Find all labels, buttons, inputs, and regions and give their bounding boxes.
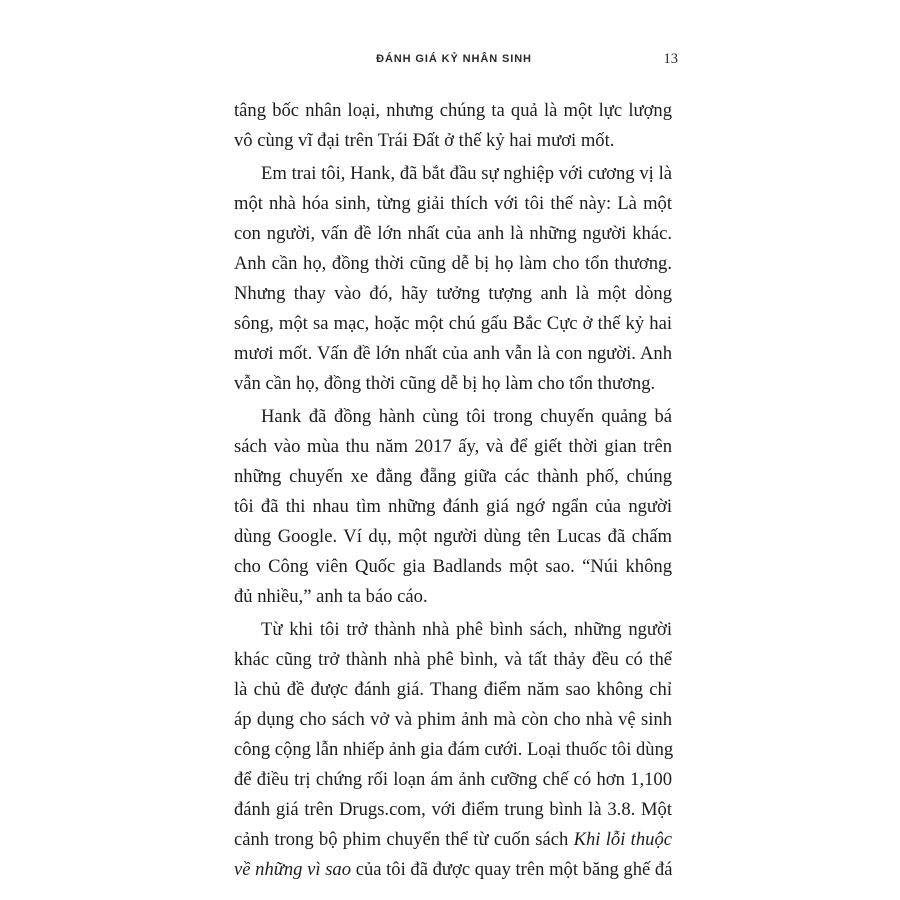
text-segment: của tôi đã được quay trên một băng ghế đá (355, 859, 673, 880)
text-line: Hank đã đồng hành cùng tôi trong chuyến quảng bá (261, 406, 672, 427)
text-line: tâng bốc nhân loại, nhưng chúng ta quả là một lực lượng (234, 100, 672, 121)
text-line: tôi đã thi nhau tìm những đánh giá ngớ ngẩn của người (234, 496, 672, 517)
text-line: cho Công viên Quốc gia Badlands một sao. “Núi không (234, 556, 672, 577)
text-line: công cộng lẫn nhiếp ảnh gia đám cưới. Loại thuốc tôi dùng (234, 739, 674, 760)
page-number: 13 (663, 51, 678, 67)
text-line: những chuyến xe đằng đẵng giữa các thành phố, chúng (234, 466, 672, 487)
text-line: mươi mốt. Vấn đề lớn nhất của anh vẫn là con người. Anh (234, 343, 672, 364)
text-line: áp dụng cho sách vở và phim ảnh mà còn cho nhà vệ sinh (234, 709, 672, 730)
text-line: sách vào mùa thu năm 2017 ấy, và để giết thời gian trên (234, 436, 672, 457)
text-line: vô cùng vĩ đại trên Trái Đất ở thế kỷ hai mươi mốt. (234, 130, 615, 151)
text-line-with-italic (234, 825, 672, 855)
text-line: một nhà hóa sinh, từng giải thích với tôi thế này: Là một (234, 193, 672, 214)
text-line: khác cũng trở thành nhà phê bình, và tất thảy đều có thể (234, 649, 672, 670)
text-line: Em trai tôi, Hank, đã bắt đầu sự nghiệp với cương vị là (261, 163, 672, 184)
running-header (234, 49, 678, 69)
text-line: vẫn cần họ, đồng thời cũng dễ bị họ làm cho tổn thương. (234, 373, 656, 394)
book-title-italic: Khi lỗi thuộc (573, 829, 672, 850)
text-line: để điều trị chứng rối loạn ám ảnh cưỡng chế có hơn 1,100 (234, 769, 672, 790)
text-line: Nhưng thay vào đó, hãy tưởng tượng anh là một dòng (234, 283, 672, 304)
text-segment: cảnh trong bộ phim chuyển thể từ cuốn sách (234, 829, 569, 850)
text-line-with-italic (234, 855, 672, 885)
text-line: đánh giá trên Drugs.com, với điểm trung bình là 3.8. Một (234, 799, 672, 820)
text-line: là chủ đề được đánh giá. Thang điểm năm sao không chỉ (234, 679, 672, 700)
text-line: Anh cần họ, đồng thời cũng dễ bị họ làm cho tổn thương. (234, 253, 672, 274)
text-line: Từ khi tôi trở thành nhà phê bình sách, những người (261, 619, 672, 640)
book-title-italic: về những vì sao (234, 859, 352, 880)
body-text (234, 96, 672, 885)
text-line: đủ nhiều,” anh ta báo cáo. (234, 586, 428, 607)
text-line: sông, một sa mạc, hoặc một chú gấu Bắc Cực ở thế kỷ hai (234, 313, 672, 334)
running-title: ĐÁNH GIÁ KỶ NHÂN SINH (376, 53, 532, 65)
text-line: dùng Google. Ví dụ, một người dùng tên Lucas đã chấm (234, 526, 672, 547)
text-line: con người, vấn đề lớn nhất của anh là những người khác. (234, 223, 672, 244)
